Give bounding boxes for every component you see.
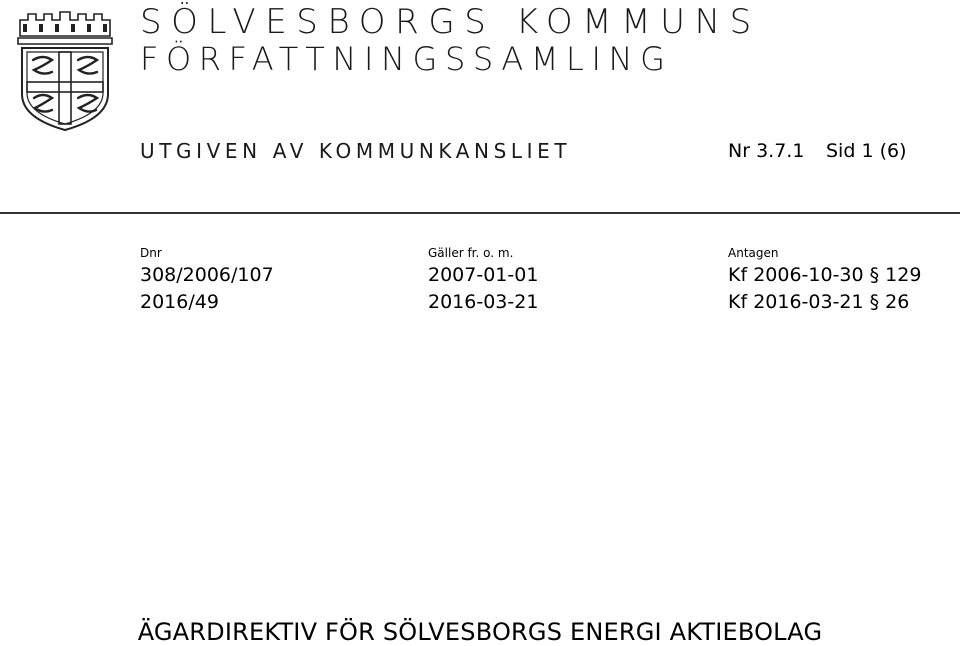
dnr-value: 308/2006/107 [140, 264, 274, 286]
page-indicator: Sid 1 (6) [826, 140, 907, 162]
document-number: Nr 3.7.1 [728, 140, 805, 162]
adopted-value: Kf 2006-10-30 § 129 [728, 264, 922, 286]
valid-from-column [428, 244, 538, 316]
valid-from-value: 2016-03-21 [428, 291, 539, 313]
municipality-title: SÖLVESBORGS KOMMUNS [140, 2, 761, 42]
dnr-label: Dnr [140, 246, 162, 260]
collection-title: FÖRFATTNINGSSAMLING [140, 40, 673, 78]
document-title: ÄGARDIREKTIV FÖR SÖLVESBORGS ENERGI AKTIEBOLAG [137, 618, 823, 646]
dnr-column [140, 244, 274, 316]
valid-from-value: 2007-01-01 [428, 264, 539, 286]
coat-of-arms-icon [12, 6, 118, 134]
publisher-line: UTGIVEN AV KOMMUNKANSLIET [140, 139, 572, 163]
dnr-value: 2016/49 [140, 291, 219, 313]
adopted-label: Antagen [728, 246, 779, 260]
adopted-column [728, 244, 921, 316]
valid-from-label: Gäller fr. o. m. [428, 246, 514, 260]
adopted-value: Kf 2016-03-21 § 26 [728, 291, 910, 313]
header-divider [0, 212, 960, 214]
